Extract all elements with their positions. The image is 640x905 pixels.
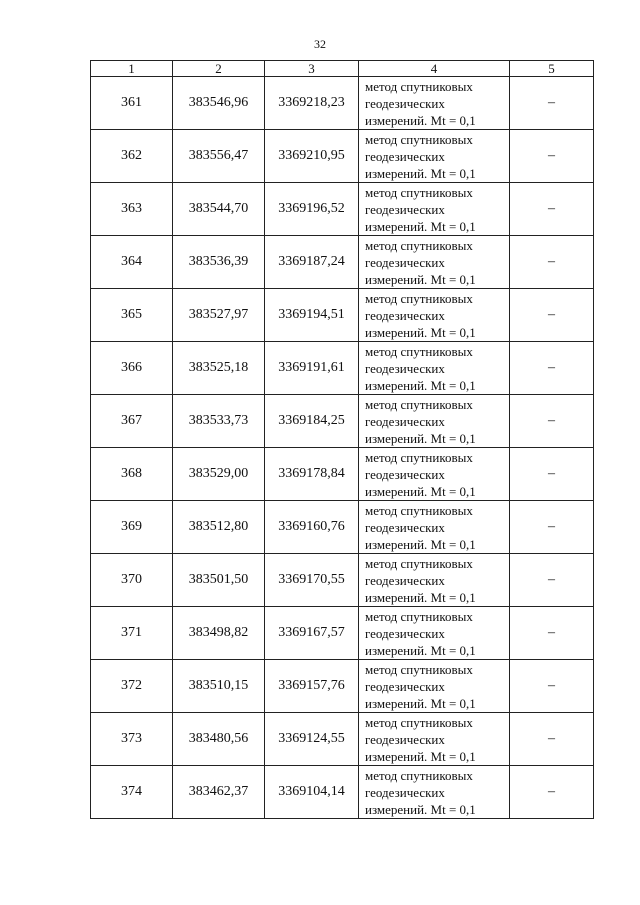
table-row — [91, 448, 594, 501]
coordinate-x: 383501,50 — [173, 554, 265, 607]
method-line-3: измерений. Mt = 0,1 — [365, 642, 476, 658]
method-cell — [359, 77, 510, 130]
method-cell — [359, 554, 510, 607]
method-line-3: измерений. Mt = 0,1 — [365, 589, 476, 605]
coordinate-x: 383533,73 — [173, 395, 265, 448]
header-row — [91, 61, 594, 77]
point-number: 368 — [91, 448, 173, 501]
method-cell — [359, 660, 510, 713]
point-number: 371 — [91, 607, 173, 660]
point-number: 365 — [91, 289, 173, 342]
method-cell — [359, 448, 510, 501]
point-number: 374 — [91, 766, 173, 819]
method-line-2: геодезических — [365, 95, 445, 111]
header-col-5: 5 — [510, 61, 594, 77]
point-number: 372 — [91, 660, 173, 713]
table-row — [91, 183, 594, 236]
method-line-2: геодезических — [365, 731, 445, 747]
table-row — [91, 395, 594, 448]
table-header — [91, 61, 594, 77]
coordinate-y: 3369196,52 — [265, 183, 359, 236]
column-5-value: – — [510, 77, 594, 130]
coordinate-y: 3369210,95 — [265, 130, 359, 183]
method-line-2: геодезических — [365, 678, 445, 694]
coordinate-y: 3369218,23 — [265, 77, 359, 130]
method-line-3: измерений. Mt = 0,1 — [365, 536, 476, 552]
coordinate-y: 3369160,76 — [265, 501, 359, 554]
table-row — [91, 342, 594, 395]
method-line-1: метод спутниковых — [365, 237, 473, 253]
column-5-value: – — [510, 766, 594, 819]
coordinate-x: 383512,80 — [173, 501, 265, 554]
point-number: 361 — [91, 77, 173, 130]
method-line-1: метод спутниковых — [365, 449, 473, 465]
column-5-value: – — [510, 501, 594, 554]
method-line-3: измерений. Mt = 0,1 — [365, 165, 476, 181]
table-row — [91, 130, 594, 183]
point-number: 362 — [91, 130, 173, 183]
column-5-value: – — [510, 554, 594, 607]
method-line-2: геодезических — [365, 625, 445, 641]
method-cell — [359, 236, 510, 289]
method-line-1: метод спутниковых — [365, 290, 473, 306]
method-cell — [359, 395, 510, 448]
table-row — [91, 713, 594, 766]
point-number: 373 — [91, 713, 173, 766]
table-row — [91, 660, 594, 713]
coordinate-y: 3369157,76 — [265, 660, 359, 713]
coordinate-x: 383529,00 — [173, 448, 265, 501]
coordinate-x: 383546,96 — [173, 77, 265, 130]
method-line-2: геодезических — [365, 148, 445, 164]
method-line-3: измерений. Mt = 0,1 — [365, 748, 476, 764]
coordinate-x: 383498,82 — [173, 607, 265, 660]
coordinate-y: 3369170,55 — [265, 554, 359, 607]
method-cell — [359, 130, 510, 183]
method-line-1: метод спутниковых — [365, 608, 473, 624]
coordinate-x: 383556,47 — [173, 130, 265, 183]
method-line-1: метод спутниковых — [365, 767, 473, 783]
method-cell — [359, 607, 510, 660]
coordinate-x: 383527,97 — [173, 289, 265, 342]
method-line-2: геодезических — [365, 360, 445, 376]
method-line-2: геодезических — [365, 201, 445, 217]
method-line-1: метод спутниковых — [365, 184, 473, 200]
column-5-value: – — [510, 236, 594, 289]
column-5-value: – — [510, 448, 594, 501]
method-line-2: геодезических — [365, 572, 445, 588]
method-line-1: метод спутниковых — [365, 661, 473, 677]
coordinate-y: 3369124,55 — [265, 713, 359, 766]
method-line-3: измерений. Mt = 0,1 — [365, 112, 476, 128]
coordinate-x: 383544,70 — [173, 183, 265, 236]
table-row — [91, 766, 594, 819]
method-line-1: метод спутниковых — [365, 714, 473, 730]
method-line-1: метод спутниковых — [365, 78, 473, 94]
coordinate-x: 383510,15 — [173, 660, 265, 713]
column-5-value: – — [510, 713, 594, 766]
point-number: 364 — [91, 236, 173, 289]
coordinates-table — [90, 60, 594, 819]
method-line-1: метод спутниковых — [365, 343, 473, 359]
column-5-value: – — [510, 130, 594, 183]
method-line-3: измерений. Mt = 0,1 — [365, 483, 476, 499]
coordinate-y: 3369104,14 — [265, 766, 359, 819]
coordinate-x: 383480,56 — [173, 713, 265, 766]
column-5-value: – — [510, 342, 594, 395]
method-cell — [359, 501, 510, 554]
method-cell — [359, 342, 510, 395]
table-row — [91, 607, 594, 660]
table-row — [91, 289, 594, 342]
coordinate-y: 3369178,84 — [265, 448, 359, 501]
method-line-3: измерений. Mt = 0,1 — [365, 695, 476, 711]
table-row — [91, 501, 594, 554]
method-line-3: измерений. Mt = 0,1 — [365, 430, 476, 446]
point-number: 370 — [91, 554, 173, 607]
point-number: 367 — [91, 395, 173, 448]
point-number: 369 — [91, 501, 173, 554]
header-col-4: 4 — [359, 61, 510, 77]
method-line-2: геодезических — [365, 784, 445, 800]
header-col-1: 1 — [91, 61, 173, 77]
method-line-3: измерений. Mt = 0,1 — [365, 271, 476, 287]
coordinate-y: 3369167,57 — [265, 607, 359, 660]
point-number: 366 — [91, 342, 173, 395]
coordinate-y: 3369191,61 — [265, 342, 359, 395]
point-number: 363 — [91, 183, 173, 236]
method-line-3: измерений. Mt = 0,1 — [365, 324, 476, 340]
coordinate-x: 383525,18 — [173, 342, 265, 395]
header-col-3: 3 — [265, 61, 359, 77]
method-line-3: измерений. Mt = 0,1 — [365, 801, 476, 817]
method-line-2: геодезических — [365, 254, 445, 270]
method-line-1: метод спутниковых — [365, 396, 473, 412]
method-line-3: измерений. Mt = 0,1 — [365, 218, 476, 234]
method-cell — [359, 289, 510, 342]
method-line-2: геодезических — [365, 413, 445, 429]
method-line-1: метод спутниковых — [365, 502, 473, 518]
method-line-1: метод спутниковых — [365, 131, 473, 147]
method-cell — [359, 713, 510, 766]
coordinate-y: 3369184,25 — [265, 395, 359, 448]
coordinate-x: 383536,39 — [173, 236, 265, 289]
method-cell — [359, 766, 510, 819]
method-cell — [359, 183, 510, 236]
method-line-2: геодезических — [365, 519, 445, 535]
column-5-value: – — [510, 607, 594, 660]
table-row — [91, 554, 594, 607]
method-line-3: измерений. Mt = 0,1 — [365, 377, 476, 393]
header-col-2: 2 — [173, 61, 265, 77]
table-row — [91, 77, 594, 130]
column-5-value: – — [510, 395, 594, 448]
method-line-2: геодезических — [365, 466, 445, 482]
column-5-value: – — [510, 660, 594, 713]
method-line-2: геодезических — [365, 307, 445, 323]
column-5-value: – — [510, 183, 594, 236]
table-body — [91, 77, 594, 819]
table-row — [91, 236, 594, 289]
coordinate-y: 3369194,51 — [265, 289, 359, 342]
method-line-1: метод спутниковых — [365, 555, 473, 571]
column-5-value: – — [510, 289, 594, 342]
coordinate-x: 383462,37 — [173, 766, 265, 819]
page-number: 32 — [314, 37, 326, 51]
coordinate-y: 3369187,24 — [265, 236, 359, 289]
